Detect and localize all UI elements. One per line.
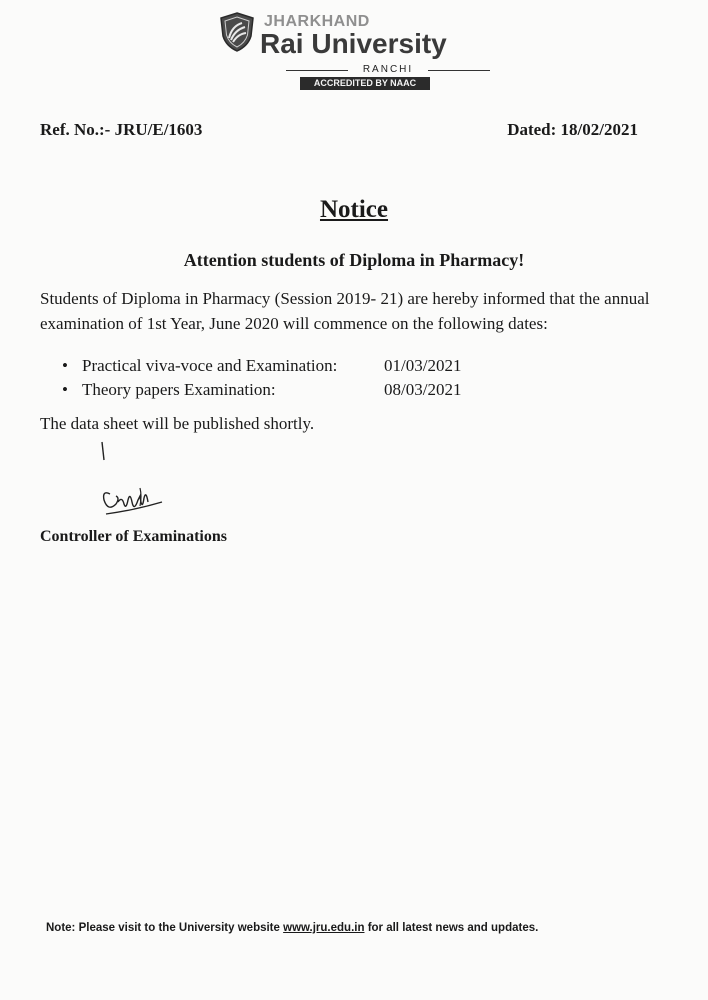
footer-note xyxy=(46,922,538,934)
schedule-date: 08/03/2021 xyxy=(384,380,462,399)
exam-schedule-list xyxy=(62,354,522,402)
footer-prefix: Note: Please visit to the University website xyxy=(46,922,280,934)
list-item xyxy=(62,354,522,378)
logo-university-name: Rai University xyxy=(260,28,447,59)
date-line: Dated: 18/02/2021 xyxy=(507,120,638,139)
reference-number: Ref. No.:- JRU/E/1603 xyxy=(40,120,203,139)
bullet-icon: • xyxy=(62,380,68,399)
logo-city: RANCHI xyxy=(362,64,414,75)
bullet-icon: • xyxy=(62,356,68,375)
footer-suffix: for all latest news and updates. xyxy=(367,922,539,934)
attention-heading: Attention students of Diploma in Pharmacy! xyxy=(183,250,525,270)
accreditation-badge: ACCREDITED BY NAAC xyxy=(300,77,430,90)
logo-state-text: JHARKHAND xyxy=(264,13,370,30)
schedule-date: 01/03/2021 xyxy=(384,356,462,375)
schedule-label: Practical viva-voce and Examination: xyxy=(82,356,338,375)
signatory-title: Controller of Examinations xyxy=(40,528,227,545)
body-paragraph: Students of Diploma in Pharmacy (Session 2019- 21) are hereby informed that the annual examination of 1st Year, June 2020 will commence on the following dates: xyxy=(40,289,650,333)
logo-city-row xyxy=(286,64,490,76)
university-logo xyxy=(220,12,500,92)
signature-icon xyxy=(80,440,190,530)
list-item xyxy=(62,378,522,402)
closing-text: The data sheet will be published shortly. xyxy=(40,414,315,433)
website-link[interactable]: www.jru.edu.in xyxy=(283,922,365,934)
schedule-label: Theory papers Examination: xyxy=(82,380,276,399)
page-title: Notice xyxy=(319,196,389,223)
shield-emblem-icon xyxy=(220,12,254,52)
